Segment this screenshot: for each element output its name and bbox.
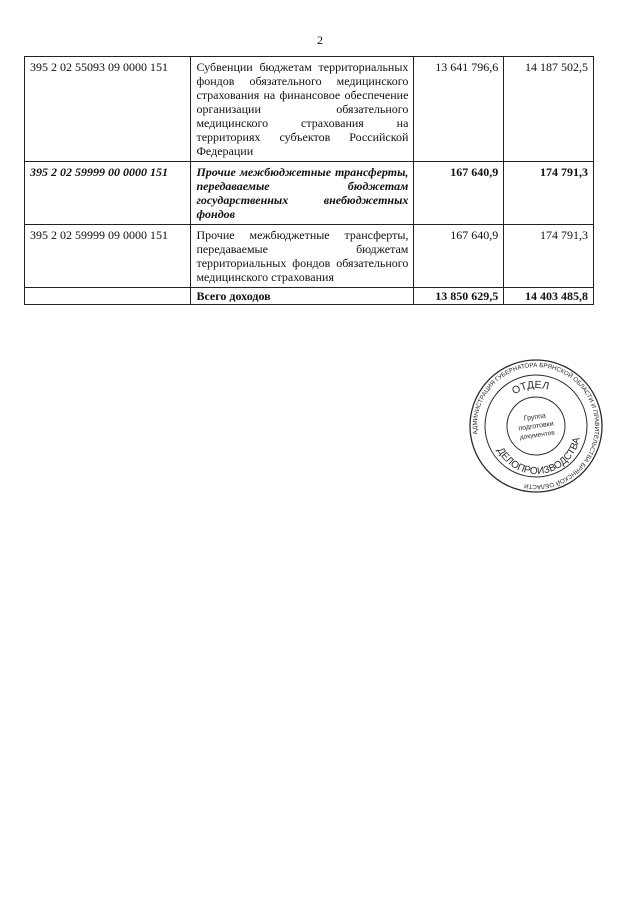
budget-code: 395 2 02 55093 09 0000 151 — [25, 57, 191, 162]
total-row — [25, 288, 594, 305]
table-row — [25, 57, 594, 162]
empty-cell — [25, 288, 191, 305]
total-value-year-1: 13 850 629,5 — [414, 288, 504, 305]
stamp-dept-bottom: ДЕЛОПРОИЗВОДСТВА — [494, 436, 583, 478]
stamp-outer-text: АДМИНИСТРАЦИЯ ГУБЕРНАТОРА БРЯНСКОЙ ОБЛАСТИ И ПРАВИТЕЛЬСТВА БРЯНСКОЙ ОБЛАСТИ — [471, 361, 601, 491]
revenue-table — [24, 56, 594, 305]
revenue-description: Прочие межбюджетные трансферты, передаваемые бюджетам государственных внебюджетных фондов — [191, 162, 414, 225]
stamp-center-line-1: Группа — [523, 412, 547, 423]
stamp-dept-top: ОТДЕЛ — [510, 378, 551, 398]
value-year-1: 167 640,9 — [414, 162, 504, 225]
value-year-1: 167 640,9 — [414, 225, 504, 288]
department-stamp — [468, 358, 604, 494]
value-year-2: 174 791,3 — [504, 225, 594, 288]
budget-code: 395 2 02 59999 09 0000 151 — [25, 225, 191, 288]
table-row — [25, 225, 594, 288]
revenue-description: Субвенции бюджетам территориальных фондов обязательного медицинского страхования на финансовое обеспечение организации обязательного медицинского страхования на территориях субъектов Российской Федерации — [191, 57, 414, 162]
page-number: 2 — [317, 33, 323, 47]
value-year-2: 14 187 502,5 — [504, 57, 594, 162]
table-row — [25, 162, 594, 225]
value-year-1: 13 641 796,6 — [414, 57, 504, 162]
stamp-center-line-3: документов — [519, 429, 556, 442]
budget-code: 395 2 02 59999 00 0000 151 — [25, 162, 191, 225]
revenue-description: Прочие межбюджетные трансферты, передаваемые бюджетам территориальных фондов обязательного медицинского страхования — [191, 225, 414, 288]
value-year-2: 174 791,3 — [504, 162, 594, 225]
total-label: Всего доходов — [191, 288, 414, 305]
stamp-center-line-2: подготовки — [518, 420, 555, 433]
total-value-year-2: 14 403 485,8 — [504, 288, 594, 305]
